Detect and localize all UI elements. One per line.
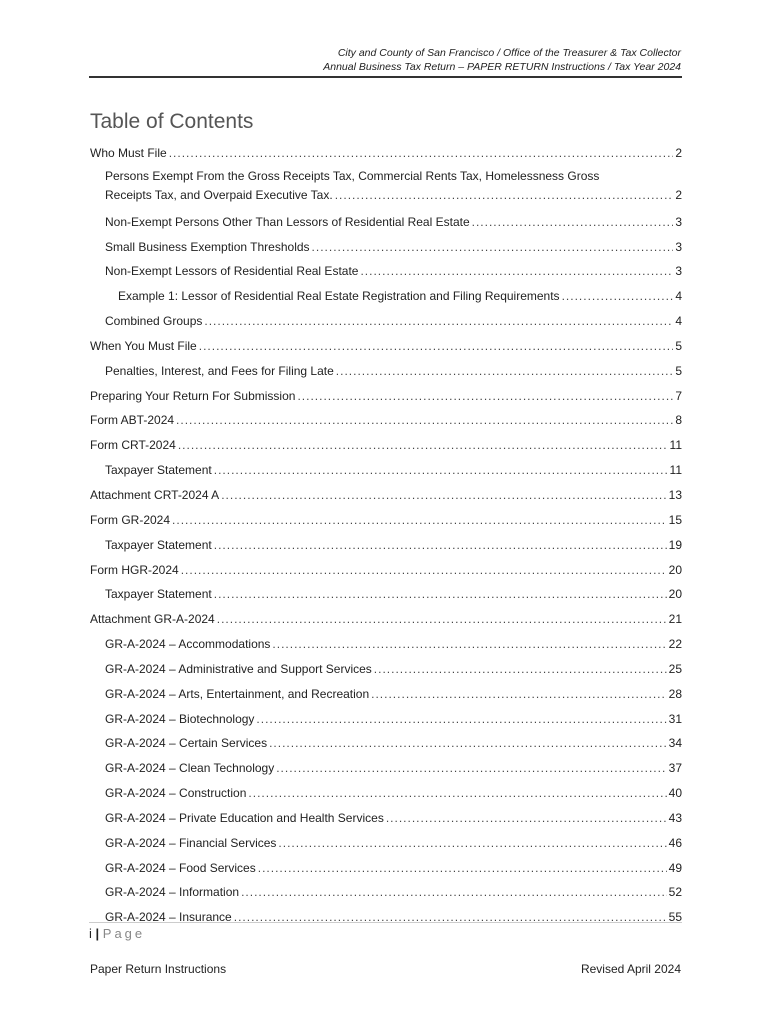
toc-entry-page: 22 [668,637,682,652]
toc-entry[interactable] [90,876,682,901]
toc-entry-label: Attachment GR-A-2024 [90,612,215,627]
toc-entry-label: Receipts Tax, and Overpaid Executive Tax. [105,187,333,202]
toc-entry-label: Who Must File [90,145,167,160]
toc-entry[interactable] [90,652,682,677]
toc-entry[interactable] [90,851,682,876]
toc-entry-label: Small Business Exemption Thresholds [105,239,310,254]
header-divider [89,76,682,78]
toc-entry-page: 20 [668,562,682,577]
toc-dot-leader [360,263,673,279]
toc-entry-label: Form CRT-2024 [90,438,176,453]
toc-entry[interactable] [90,677,682,702]
toc-entry-label: GR-A-2024 – Construction [105,786,247,801]
toc-entry-page: 21 [668,612,682,627]
toc-entry[interactable] [90,167,682,203]
toc-dot-leader [312,239,674,255]
toc-entry-page: 49 [668,860,682,875]
toc-entry-label: GR-A-2024 – Arts, Entertainment, and Recreation [105,686,370,701]
toc-dot-leader [272,636,666,652]
toc-entry-label: Form HGR-2024 [90,562,179,577]
toc-entry-page: 11 [669,463,682,478]
toc-dot-leader [256,711,666,727]
toc-entry-page: 34 [668,736,682,751]
toc-dot-leader [172,512,667,528]
toc-entry-page: 37 [668,761,682,776]
toc-entry-label: GR-A-2024 – Insurance [105,910,232,925]
toc-dot-leader [258,860,667,876]
toc-entry[interactable] [90,404,682,429]
toc-dot-leader [276,760,666,776]
toc-dot-leader [336,363,674,379]
toc-dot-leader [176,412,673,428]
toc-entry[interactable] [90,751,682,776]
page-header [323,46,681,74]
toc-dot-leader [386,810,667,826]
toc-entry-page: 3 [675,239,682,254]
toc-entry[interactable] [90,826,682,851]
toc-entry-label: Form GR-2024 [90,512,171,527]
toc-dot-leader [199,338,674,354]
toc-entry-label: Example 1: Lessor of Residential Real Estate Registration and Filing Requirements [118,289,560,304]
toc-entry[interactable] [90,478,682,503]
toc-entry-page: 3 [675,214,682,229]
toc-entry-page: 55 [668,910,682,925]
footer-right-text: Revised April 2024 [580,962,681,976]
toc-entry-page: 19 [668,537,682,552]
toc-title: Table of Contents [90,110,254,133]
toc-entry[interactable] [90,304,682,329]
toc-entry-label-line-1: Persons Exempt From the Gross Receipts Tax, Commercial Rents Tax, Homelessness Gross [105,168,600,183]
toc-dot-leader [204,313,673,329]
toc-dot-leader [217,611,667,627]
toc-entry[interactable] [90,578,682,603]
toc-entry[interactable] [90,255,682,280]
toc-entry[interactable] [90,727,682,752]
toc-entry-page: 7 [675,388,682,403]
toc-entry-label: Taxpayer Statement [105,537,212,552]
toc-entry[interactable] [90,503,682,528]
toc-entry-label: Non-Exempt Persons Other Than Lessors of Residential Real Estate [105,214,470,229]
toc-dot-leader [214,537,667,553]
toc-entry-label: Attachment CRT-2024 A [90,487,220,502]
toc-entry-page: 28 [668,686,682,701]
toc-dot-leader [371,686,667,702]
toc-dot-leader [214,586,667,602]
toc-entry-page: 3 [675,264,682,279]
toc-entry-page: 40 [668,786,682,801]
page-number-value: i [89,926,92,941]
toc-dot-leader [241,884,667,900]
toc-entry-label: GR-A-2024 – Biotechnology [105,711,255,726]
toc-entry[interactable] [90,279,682,304]
toc-entry-page: 4 [675,289,682,304]
toc-entry-page: 11 [669,438,682,453]
toc-entry-page: 2 [675,187,682,202]
page-number-separator: | [95,926,100,941]
toc-dot-leader [472,214,674,230]
footer-divider [89,922,682,923]
toc-entry-label: GR-A-2024 – Financial Services [105,835,277,850]
toc-entry-page: 8 [675,413,682,428]
toc-entry[interactable] [90,379,682,404]
toc-dot-leader [181,562,667,578]
toc-entry[interactable] [90,602,682,627]
toc-entry-page: 15 [668,512,682,527]
toc-entry-page: 2 [675,145,682,160]
toc-entry[interactable] [90,453,682,478]
toc-entry[interactable] [90,553,682,578]
toc-entry-label: GR-A-2024 – Clean Technology [105,761,275,776]
toc-entry-label: Combined Groups [105,314,203,329]
toc-entry-page: 25 [668,661,682,676]
toc-dot-leader [269,735,667,751]
toc-dot-leader [374,661,667,677]
toc-entry-row [105,185,682,203]
toc-entry[interactable] [90,428,682,453]
toc-entry[interactable] [90,702,682,727]
toc-entry[interactable] [90,136,682,161]
toc-dot-leader [297,388,673,404]
toc-entry-label: GR-A-2024 – Private Education and Health Services [105,810,384,825]
toc-dot-leader [278,835,666,851]
toc-entry[interactable] [90,776,682,801]
toc-entry[interactable] [90,205,682,230]
table-of-contents [90,136,682,925]
toc-entry[interactable] [90,230,682,255]
header-line-1: City and County of San Francisco / Office of the Treasurer & Tax Collector [337,47,681,59]
toc-entry-label: When You Must File [90,338,197,353]
toc-entry-label: GR-A-2024 – Administrative and Support Services [105,661,372,676]
toc-entry-page: 5 [675,363,682,378]
toc-dot-leader [221,487,666,503]
header-line-2: Annual Business Tax Return – PAPER RETURN Instructions / Tax Year 2024 [323,61,681,73]
toc-entry-label: Taxpayer Statement [105,587,212,602]
toc-entry-label: Preparing Your Return For Submission [90,388,296,403]
toc-dot-leader [248,785,666,801]
toc-entry-label: Taxpayer Statement [105,463,212,478]
toc-entry[interactable] [90,801,682,826]
toc-entry-page: 4 [675,314,682,329]
toc-entry-page: 52 [668,885,682,900]
toc-entry[interactable] [90,528,682,553]
toc-dot-leader [335,187,674,203]
toc-dot-leader [214,462,668,478]
toc-entry-page: 5 [675,338,682,353]
toc-entry-label: Form ABT-2024 [90,413,175,428]
toc-entry-label: GR-A-2024 – Food Services [105,860,256,875]
toc-entry-label: Non-Exempt Lessors of Residential Real Estate [105,264,359,279]
toc-entry-page: 31 [668,711,682,726]
page-word: Page [102,926,146,941]
toc-entry-page: 46 [668,835,682,850]
toc-entry-label: Penalties, Interest, and Fees for Filing Late [105,363,334,378]
toc-entry[interactable] [90,329,682,354]
toc-entry[interactable] [90,354,682,379]
page-number [89,926,145,941]
toc-entry-label: GR-A-2024 – Accommodations [105,637,271,652]
toc-entry[interactable] [90,627,682,652]
toc-entry-label: GR-A-2024 – Certain Services [105,736,268,751]
toc-entry-page: 20 [668,587,682,602]
toc-dot-leader [169,145,674,161]
toc-dot-leader [562,288,674,304]
toc-dot-leader [178,437,668,453]
footer-left-text: Paper Return Instructions [90,962,227,976]
toc-entry-page: 43 [668,810,682,825]
toc-entry-page: 13 [668,487,682,502]
toc-entry-label: GR-A-2024 – Information [105,885,240,900]
